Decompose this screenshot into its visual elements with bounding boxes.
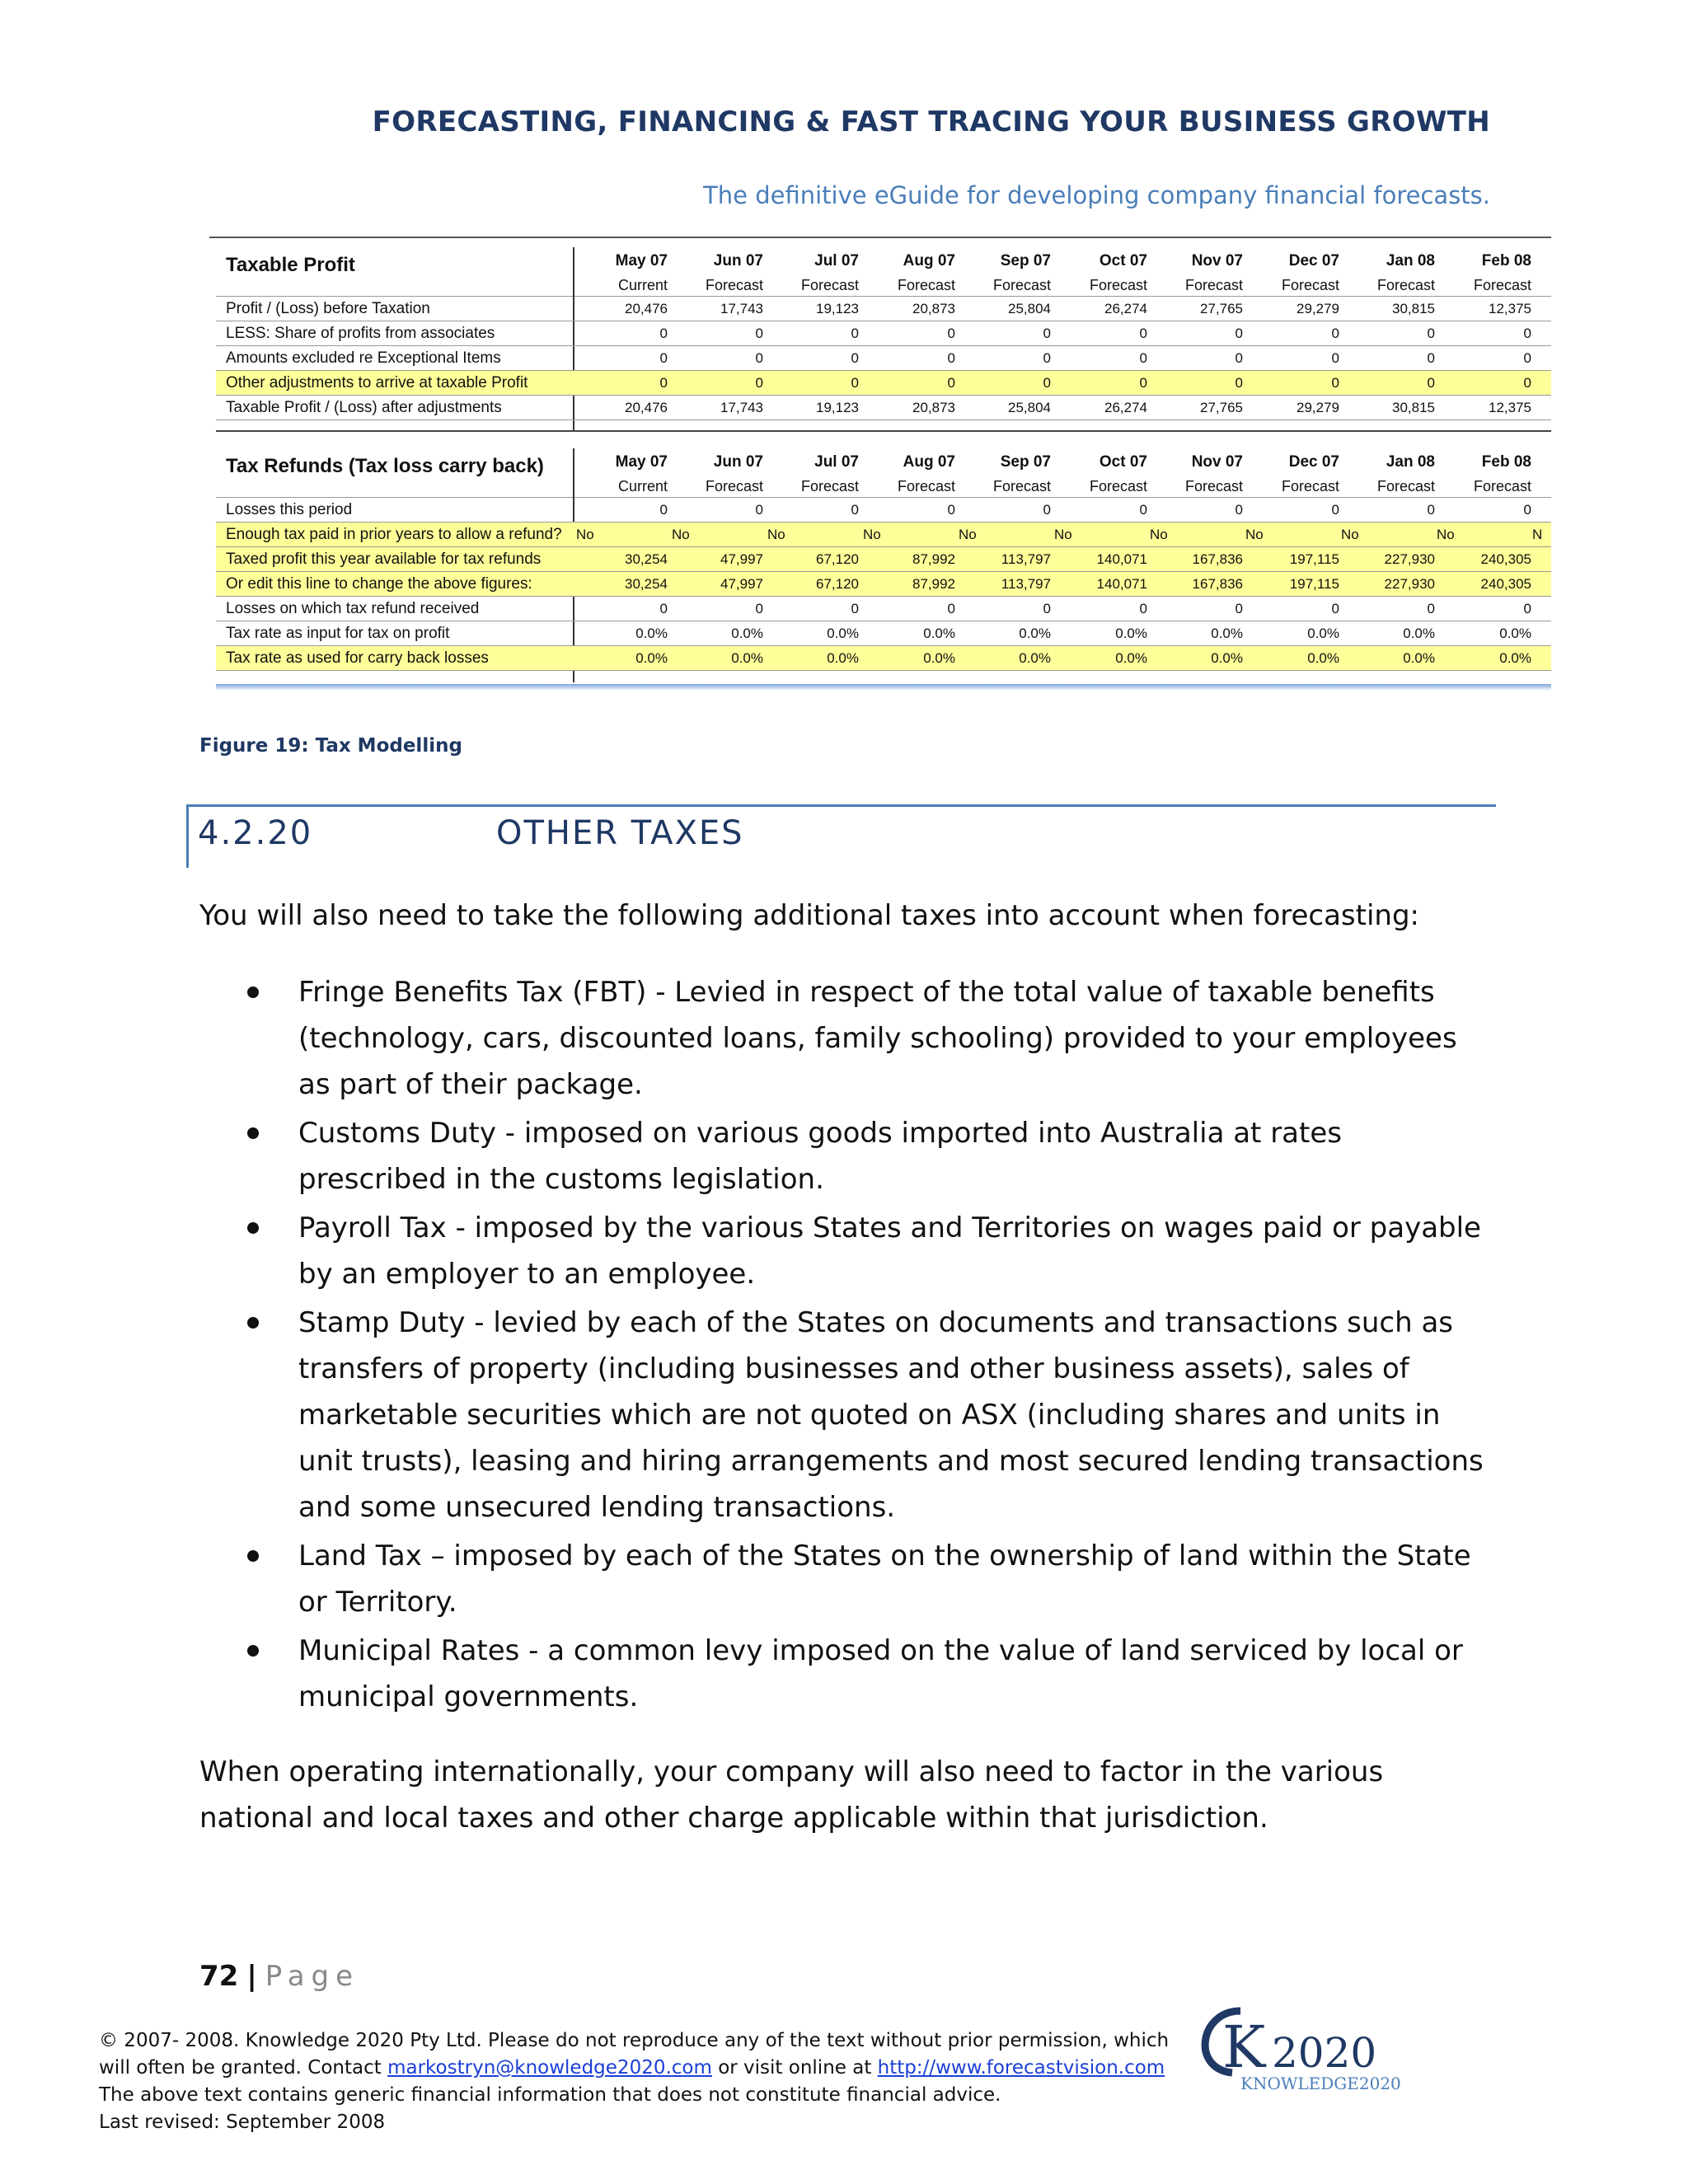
value-cell: 0 [947, 326, 955, 341]
value-cell: 0.0% [923, 626, 955, 641]
page-separator: | [246, 1960, 257, 1993]
value-cell: 0 [1043, 350, 1051, 366]
logo-mark: K [1222, 2013, 1266, 2081]
bullet-icon [247, 1127, 259, 1139]
value-cell: 0 [947, 502, 955, 518]
list-item-text: Fringe Benefits Tax (FBT) - Levied in respect of the total value of taxable benefits (technology, cars, discounted loans, family schooling) provided to your employees as part of their package. [298, 976, 1457, 1101]
value-cell: 29,279 [1296, 400, 1339, 415]
row-label: Other adjustments to arrive at taxable Profit [226, 374, 528, 391]
value-cell[interactable]: 140,071 [1096, 576, 1147, 592]
value-cell: 0.0% [635, 626, 668, 641]
value-cell: 0 [851, 350, 859, 366]
page-label: Page [265, 1960, 360, 1993]
value-cell: 19,123 [816, 400, 859, 415]
value-cell[interactable]: 87,992 [912, 576, 955, 592]
website-link[interactable]: http://www.forecastvision.com [877, 2057, 1165, 2079]
value-cell[interactable]: 30,254 [625, 551, 668, 567]
value-cell[interactable]: 47,997 [720, 551, 763, 567]
row-label: Enough tax paid in prior years to allow a refund? [226, 526, 562, 543]
value-cell: 0 [755, 502, 763, 518]
list-item-text: Land Tax – imposed by each of the States on the ownership of land within the State or Territory. [298, 1540, 1471, 1619]
value-cell: 0.0% [1403, 626, 1435, 641]
month-header: Sep 07 [1000, 252, 1051, 269]
value-cell[interactable]: 0.0% [635, 650, 668, 666]
period-kind: Forecast [1184, 277, 1243, 293]
value-cell[interactable]: 67,120 [816, 551, 859, 567]
footer [99, 2027, 1170, 2136]
bullet-icon [247, 987, 259, 998]
value-cell: 17,743 [720, 400, 763, 415]
value-cell: 0 [851, 502, 859, 518]
knowledge2020-logo [1183, 2003, 1430, 2102]
table-title: Tax Refunds (Tax loss carry back) [226, 455, 544, 477]
month-header: Aug 07 [903, 252, 955, 269]
tax-refunds-table [216, 448, 1551, 682]
value-cell[interactable]: 113,797 [1001, 576, 1051, 592]
value-cell: 0 [755, 601, 763, 616]
month-header: Jan 08 [1386, 252, 1435, 269]
table-row [216, 396, 1551, 420]
footer-contact-text: or visit online at [711, 2057, 878, 2079]
value-cell[interactable]: 0 [1139, 375, 1147, 391]
value-cell: 0 [659, 601, 668, 616]
period-kind: Forecast [1281, 478, 1339, 494]
list-item-text: Payroll Tax - imposed by the various States and Territories on wages paid or payable by an employer to an employee. [298, 1212, 1481, 1291]
value-cell[interactable]: 167,836 [1192, 551, 1243, 567]
value-cell: 30,815 [1392, 400, 1435, 415]
document-header-title: FORECASTING, FINANCING & FAST TRACING YOUR BUSINESS GROWTH [372, 105, 1490, 138]
value-cell: 0 [1523, 326, 1531, 341]
period-kind: Forecast [800, 277, 859, 293]
value-cell: 0 [1139, 326, 1147, 341]
value-cell: 0 [947, 601, 955, 616]
list-item [199, 969, 1493, 1108]
month-header: Oct 07 [1099, 252, 1147, 269]
list-item-text: Stamp Duty - levied by each of the States on documents and transactions such as transfers of property (including businesses and other business assets), sales of marketable securities which are not quoted on ASX (including shares and units in unit trusts), leasing and hiring arrangements and most secured lending transactions and some unsecured lending transactions. [298, 1306, 1484, 1524]
value-cell: 0 [1235, 502, 1243, 518]
list-item [199, 1628, 1493, 1720]
period-kind: Forecast [1184, 478, 1243, 494]
refund-flag-cell[interactable]: No [576, 527, 594, 542]
value-cell[interactable]: 240,305 [1480, 551, 1531, 567]
footer-contact-text: will often be granted. Contact [99, 2057, 388, 2079]
row-label: Losses on which tax refund received [226, 600, 480, 617]
value-cell: 27,765 [1200, 301, 1243, 316]
value-cell: 0 [1043, 601, 1051, 616]
value-cell[interactable]: 0.0% [1499, 650, 1531, 666]
period-kind: Forecast [800, 478, 859, 494]
value-cell[interactable]: 240,305 [1480, 576, 1531, 592]
value-cell[interactable]: 0 [851, 375, 859, 391]
value-cell[interactable]: 140,071 [1096, 551, 1147, 567]
value-cell[interactable]: 227,930 [1384, 551, 1435, 567]
bullet-icon [247, 1645, 259, 1657]
value-cell: 0 [1235, 350, 1243, 366]
value-cell: 0 [1139, 350, 1147, 366]
table-row [216, 498, 1551, 523]
value-cell[interactable]: 0.0% [1019, 650, 1051, 666]
value-cell: 0 [1139, 502, 1147, 518]
refund-flag-cell[interactable]: No [863, 527, 881, 542]
value-cell[interactable]: 0.0% [827, 650, 859, 666]
section-title: OTHER TAXES [496, 814, 744, 852]
month-header: Nov 07 [1191, 453, 1243, 471]
value-cell: 0 [1331, 326, 1339, 341]
value-cell[interactable]: 0.0% [1403, 650, 1435, 666]
month-header: Jul 07 [814, 453, 859, 471]
value-cell[interactable]: 0 [1043, 375, 1051, 391]
value-cell[interactable]: 47,997 [720, 576, 763, 592]
value-cell[interactable]: 0 [1331, 375, 1339, 391]
value-cell[interactable]: 30,254 [625, 576, 668, 592]
value-cell[interactable]: 0.0% [923, 650, 955, 666]
value-cell[interactable]: 0 [947, 375, 955, 391]
month-header: May 07 [615, 453, 668, 471]
table-row [216, 321, 1551, 346]
figure-shadow [216, 684, 1551, 691]
value-cell: 20,476 [625, 400, 668, 415]
value-cell: 12,375 [1489, 400, 1531, 415]
value-cell[interactable]: 87,992 [912, 551, 955, 567]
month-header: Jan 08 [1386, 453, 1435, 471]
list-item [199, 1300, 1493, 1530]
month-header: Feb 08 [1481, 453, 1531, 471]
month-header: Feb 08 [1481, 252, 1531, 269]
value-cell: 0.0% [1115, 626, 1147, 641]
value-cell: 0 [1523, 502, 1531, 518]
period-kind: Forecast [1376, 277, 1435, 293]
value-cell: 0 [851, 601, 859, 616]
document-header-subtitle: The definitive eGuide for developing company financial forecasts. [703, 181, 1490, 209]
value-cell[interactable]: 0.0% [1211, 650, 1243, 666]
refund-flag-cell[interactable]: No [959, 527, 977, 542]
footer-copyright: © 2007- 2008. Knowledge 2020 Pty Ltd. Please do not reproduce any of the text without prior permission, which [99, 2030, 1170, 2051]
value-cell: 20,873 [912, 400, 955, 415]
value-cell: 0 [1427, 601, 1435, 616]
value-cell: 26,274 [1104, 301, 1147, 316]
email-link[interactable]: markostryn@knowledge2020.com [387, 2057, 712, 2079]
period-kind: Forecast [1473, 277, 1531, 293]
period-kind: Forecast [705, 277, 763, 293]
refund-flag-cell[interactable]: N [1532, 527, 1543, 542]
list-item [199, 1533, 1493, 1625]
value-cell[interactable]: 167,836 [1192, 576, 1243, 592]
period-kind: Forecast [992, 277, 1051, 293]
month-header: Jun 07 [713, 453, 763, 471]
refund-flag-cell[interactable]: No [767, 527, 785, 542]
period-kind: Current [617, 277, 668, 293]
table-row [216, 523, 1551, 547]
table-title: Taxable Profit [226, 254, 355, 276]
period-kind: Current [617, 478, 668, 494]
value-cell[interactable]: 0 [755, 375, 763, 391]
refund-flag-cell[interactable]: No [1341, 527, 1359, 542]
period-kind: Forecast [1281, 277, 1339, 293]
value-cell: 12,375 [1489, 301, 1531, 316]
table-row [216, 572, 1551, 597]
value-cell[interactable]: 227,930 [1384, 576, 1435, 592]
refund-flag-cell[interactable]: No [672, 527, 690, 542]
value-cell: 17,743 [720, 301, 763, 316]
value-cell: 0 [947, 350, 955, 366]
value-cell: 0.0% [1307, 626, 1339, 641]
list-item [199, 1110, 1493, 1202]
table-row [216, 597, 1551, 621]
value-cell: 0 [1043, 502, 1051, 518]
page-number-value: 72 [199, 1960, 239, 1993]
period-kind: Forecast [992, 478, 1051, 494]
month-header: Sep 07 [1000, 453, 1051, 471]
value-cell: 0 [659, 326, 668, 341]
section-number: 4.2.20 [198, 814, 313, 852]
intro-paragraph: You will also need to take the following additional taxes into account when forecasting: [199, 899, 1420, 932]
value-cell: 0 [659, 350, 668, 366]
value-cell: 29,279 [1296, 301, 1339, 316]
value-cell: 20,476 [625, 301, 668, 316]
period-kind: Forecast [897, 478, 955, 494]
value-cell[interactable]: 0 [1523, 375, 1531, 391]
table-header [216, 448, 1551, 498]
row-label: Losses this period [226, 501, 353, 518]
row-label: LESS: Share of profits from associates [226, 325, 495, 342]
row-label: Tax rate as input for tax on profit [226, 625, 450, 642]
value-cell: 0 [1427, 326, 1435, 341]
list-item [199, 1205, 1493, 1297]
row-label: Amounts excluded re Exceptional Items [226, 349, 501, 367]
value-cell: 0 [1235, 601, 1243, 616]
value-cell: 20,873 [912, 301, 955, 316]
refund-flag-cell[interactable]: No [1150, 527, 1168, 542]
table-header [216, 247, 1551, 297]
period-kind: Forecast [1473, 478, 1531, 494]
value-cell[interactable]: 0.0% [1115, 650, 1147, 666]
row-label: Tax rate as used for carry back losses [226, 649, 489, 667]
value-cell: 0 [1427, 350, 1435, 366]
table-row [216, 346, 1551, 371]
month-header: Dec 07 [1288, 252, 1339, 269]
value-cell: 25,804 [1008, 301, 1051, 316]
refund-flag-cell[interactable]: No [1054, 527, 1072, 542]
page-number [199, 1960, 359, 1993]
value-cell: 0 [1331, 350, 1339, 366]
value-cell: 26,274 [1104, 400, 1147, 415]
period-kind: Forecast [897, 277, 955, 293]
table-separator [216, 430, 1551, 432]
value-cell: 30,815 [1392, 301, 1435, 316]
value-cell: 0.0% [1019, 626, 1051, 641]
value-cell: 25,804 [1008, 400, 1051, 415]
value-cell: 0 [1523, 350, 1531, 366]
footer-revised: Last revised: September 2008 [99, 2111, 386, 2133]
bullet-icon [247, 1317, 259, 1329]
value-cell: 0 [659, 502, 668, 518]
row-label: Taxable Profit / (Loss) after adjustments [226, 399, 502, 416]
value-cell: 0.0% [827, 626, 859, 641]
row-label: Profit / (Loss) before Taxation [226, 300, 430, 317]
table-row [216, 621, 1551, 646]
row-label: Taxed profit this year available for tax refunds [226, 551, 542, 568]
footer-disclaimer: The above text contains generic financial information that does not constitute financial advice. [99, 2084, 1001, 2106]
table-row [216, 297, 1551, 321]
value-cell: 27,765 [1200, 400, 1243, 415]
taxes-list [199, 969, 1493, 1722]
period-kind: Forecast [1376, 478, 1435, 494]
logo-number: 2020 [1272, 2029, 1377, 2077]
header-rule [209, 237, 1551, 238]
list-item-text: Municipal Rates - a common levy imposed on the value of land serviced by local or municipal governments. [298, 1634, 1463, 1713]
value-cell: 0 [1235, 326, 1243, 341]
taxable-profit-table [216, 247, 1551, 430]
month-header: Aug 07 [903, 453, 955, 471]
refund-flag-cell[interactable]: No [1245, 527, 1264, 542]
value-cell: 0 [1043, 326, 1051, 341]
value-cell: 0.0% [1499, 626, 1531, 641]
value-cell: 0 [1427, 502, 1435, 518]
value-cell: 0 [755, 350, 763, 366]
value-cell[interactable]: 0 [1235, 375, 1243, 391]
table-row [216, 547, 1551, 572]
month-header: Dec 07 [1288, 453, 1339, 471]
section-heading-frame [186, 804, 1496, 868]
logo-wordmark: KNOWLEDGE2020 [1240, 2074, 1401, 2093]
value-cell: 0.0% [731, 626, 763, 641]
value-cell[interactable]: 197,115 [1289, 576, 1339, 592]
period-kind: Forecast [1089, 478, 1147, 494]
table-row [216, 646, 1551, 671]
figure-caption: Figure 19: Tax Modelling [199, 735, 462, 757]
value-cell[interactable]: 0 [1427, 375, 1435, 391]
value-cell: 19,123 [816, 301, 859, 316]
value-cell: 0 [1331, 601, 1339, 616]
bullet-icon [247, 1550, 259, 1562]
table-row [216, 371, 1551, 396]
value-cell[interactable]: 67,120 [816, 576, 859, 592]
refund-flag-cell[interactable]: No [1437, 527, 1455, 542]
bullet-icon [247, 1222, 259, 1234]
month-header: Jul 07 [814, 252, 859, 269]
value-cell[interactable]: 197,115 [1289, 551, 1339, 567]
footer-contact [99, 2055, 1170, 2082]
month-header: Jun 07 [713, 252, 763, 269]
list-item-text: Customs Duty - imposed on various goods imported into Australia at rates prescribed in the customs legislation. [298, 1117, 1342, 1196]
value-cell[interactable]: 113,797 [1001, 551, 1051, 567]
value-cell: 0 [1523, 601, 1531, 616]
row-label: Or edit this line to change the above figures: [226, 575, 532, 593]
closing-paragraph: When operating internationally, your company will also need to factor in the various national and local taxes and other charge applicable within that jurisdiction. [199, 1755, 1384, 1835]
value-cell: 0 [851, 326, 859, 341]
month-header: Oct 07 [1099, 453, 1147, 471]
value-cell: 0 [1139, 601, 1147, 616]
value-cell[interactable]: 0.0% [1307, 650, 1339, 666]
value-cell: 0.0% [1211, 626, 1243, 641]
value-cell: 0 [755, 326, 763, 341]
value-cell: 0 [1331, 502, 1339, 518]
value-cell[interactable]: 0 [659, 375, 668, 391]
month-header: May 07 [615, 252, 668, 269]
value-cell[interactable]: 0.0% [731, 650, 763, 666]
period-kind: Forecast [1089, 277, 1147, 293]
period-kind: Forecast [705, 478, 763, 494]
month-header: Nov 07 [1191, 252, 1243, 269]
